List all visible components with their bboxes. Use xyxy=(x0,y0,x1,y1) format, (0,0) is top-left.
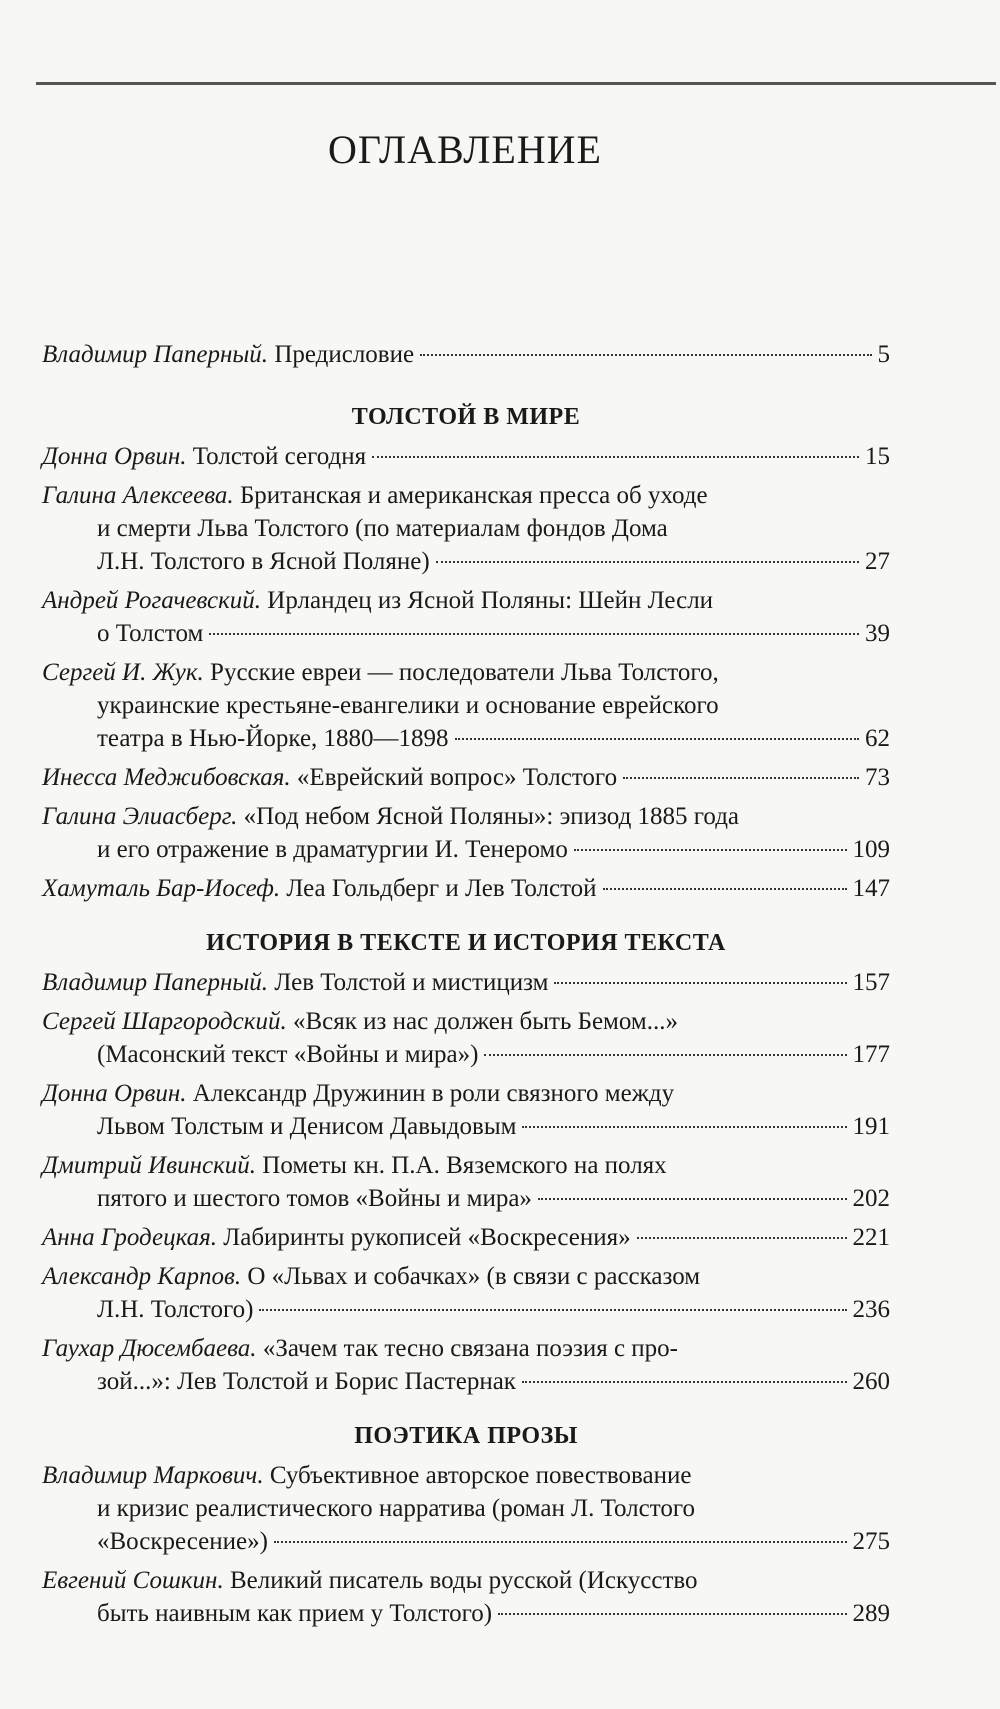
entry-author: Евгений Сошкин. xyxy=(42,1567,224,1594)
entry-title-text: (Масонский текст «Войны и мира») xyxy=(97,1041,479,1068)
toc-entry[interactable] xyxy=(42,1564,890,1630)
page-number: 73 xyxy=(865,764,890,791)
page-number: 5 xyxy=(877,341,890,368)
entry-title-text: зой...»: Лев Толстой и Борис Пастернак xyxy=(97,1368,516,1395)
section-heading: ТОЛСТОЙ В МИРЕ xyxy=(351,404,581,430)
page-number: 202 xyxy=(852,1185,890,1212)
entry-author: Галина Элиасберг. xyxy=(42,803,238,830)
entry-line xyxy=(42,1564,890,1597)
dot-leader xyxy=(372,456,859,458)
entry-title-text: «Еврейский вопрос» Толстого xyxy=(296,764,618,791)
page-number: 236 xyxy=(852,1296,890,1323)
entry-author: Донна Орвин. xyxy=(42,443,187,470)
page-number: 39 xyxy=(865,620,890,647)
dot-leader xyxy=(637,1237,847,1239)
entry-line xyxy=(42,1149,890,1182)
page-title: ОГЛАВЛЕНИЕ xyxy=(328,127,602,172)
entry-author: Гаухар Дюсембаева. xyxy=(42,1335,257,1362)
entry-author: Сергей Шаргородский. xyxy=(42,1008,287,1035)
entry-title-text: театра в Нью-Йорке, 1880—1898 xyxy=(97,725,449,752)
toc-entry[interactable] xyxy=(42,800,890,866)
entry-line xyxy=(42,1260,890,1293)
page-number: 15 xyxy=(865,443,890,470)
entry-line xyxy=(42,479,890,512)
header-rule xyxy=(36,82,996,85)
table-of-contents xyxy=(42,338,890,1636)
entry-author: Инесса Меджибовская. xyxy=(42,764,291,791)
entry-title-text: и кризис реалистического нарратива (роман Л. Толстого xyxy=(97,1495,695,1522)
page-number: 177 xyxy=(852,1041,890,1068)
toc-entry[interactable] xyxy=(42,1149,890,1215)
toc-entry[interactable] xyxy=(42,761,890,794)
entry-line xyxy=(42,1005,890,1038)
entry-line xyxy=(42,761,890,794)
page-number: 62 xyxy=(865,725,890,752)
entry-title-text: Великий писатель воды русской (Искусство xyxy=(229,1567,698,1594)
entry-title-text: Субъективное авторское повествование xyxy=(269,1462,692,1489)
entry-line xyxy=(42,833,890,866)
entry-line xyxy=(42,1525,890,1558)
dot-leader xyxy=(623,777,859,779)
dot-leader xyxy=(209,633,859,635)
entry-title-text: «Всяк из нас должен быть Бемом...» xyxy=(292,1008,678,1035)
dot-leader xyxy=(603,888,847,890)
entry-title-text: Александр Дружинин в роли связного между xyxy=(192,1080,675,1107)
entry-line xyxy=(42,656,890,689)
toc-entry[interactable] xyxy=(42,1332,890,1398)
entry-line xyxy=(42,1038,890,1071)
section-heading: ИСТОРИЯ В ТЕКСТЕ И ИСТОРИЯ ТЕКСТА xyxy=(206,930,726,956)
entry-line xyxy=(42,722,890,755)
entry-title-text: быть наивным как прием у Толстого) xyxy=(97,1600,493,1627)
toc-entry[interactable] xyxy=(42,338,890,371)
entry-line xyxy=(42,1077,890,1110)
dot-leader xyxy=(420,354,871,356)
entry-line xyxy=(42,440,890,473)
entry-title-text: Лев Толстой и мистицизм xyxy=(274,969,549,996)
entry-author: Дмитрий Ивинский. xyxy=(42,1152,257,1179)
toc-entry[interactable] xyxy=(42,872,890,905)
dot-leader xyxy=(522,1126,846,1128)
entry-title-text: Британская и американская пресса об уходе xyxy=(239,482,708,509)
entry-title-text: украинские крестьяне-евангелики и основание еврейского xyxy=(97,692,719,719)
entry-title-text: Лабиринты рукописей «Воскресения» xyxy=(223,1224,631,1251)
entry-author: Донна Орвин. xyxy=(42,1080,187,1107)
toc-entry[interactable] xyxy=(42,1005,890,1071)
entry-title-text: Л.Н. Толстого) xyxy=(97,1296,254,1323)
entry-line xyxy=(42,800,890,833)
entry-title-text: Ирландец из Ясной Поляны: Шейн Лесли xyxy=(267,587,714,614)
entry-title-text: О «Львах и собачках» (в связи с рассказом xyxy=(247,1263,701,1290)
dot-leader xyxy=(455,738,859,740)
toc-entry[interactable] xyxy=(42,1459,890,1558)
page-number: 260 xyxy=(852,1368,890,1395)
dot-leader xyxy=(522,1381,847,1383)
page-number: 191 xyxy=(852,1113,890,1140)
entry-line xyxy=(42,545,890,578)
entry-title-text: о Толстом xyxy=(97,620,204,647)
entry-author: Галина Алексеева. xyxy=(42,482,234,509)
dot-leader xyxy=(554,982,846,984)
entry-title-text: Леа Гольдберг и Лев Толстой xyxy=(286,875,597,902)
entry-author: Хамуталь Бар-Иосеф. xyxy=(42,875,281,902)
page-number: 147 xyxy=(852,875,890,902)
toc-entry[interactable] xyxy=(42,584,890,650)
dot-leader xyxy=(538,1198,847,1200)
toc-entry[interactable] xyxy=(42,966,890,999)
entry-author: Владимир Маркович. xyxy=(42,1462,264,1489)
entry-title-text: Львом Толстым и Денисом Давыдовым xyxy=(97,1113,517,1140)
entry-title-text: пятого и шестого томов «Войны и мира» xyxy=(97,1185,532,1212)
entry-author: Сергей И. Жук. xyxy=(42,659,204,686)
toc-entry[interactable] xyxy=(42,656,890,755)
entry-title-text: Предисловие xyxy=(274,341,415,368)
entry-title-text: Толстой сегодня xyxy=(192,443,367,470)
page-number: 27 xyxy=(865,548,890,575)
entry-title-text: Русские евреи — последователи Льва Толстого, xyxy=(210,659,719,686)
dot-leader xyxy=(259,1309,846,1311)
toc-entry[interactable] xyxy=(42,1077,890,1143)
section-heading: ПОЭТИКА ПРОЗЫ xyxy=(354,1423,578,1449)
entry-line xyxy=(42,872,890,905)
entry-line xyxy=(42,966,890,999)
page-number: 221 xyxy=(852,1224,890,1251)
entry-title-text: «Воскресение») xyxy=(97,1528,268,1555)
entry-author: Владимир Паперный. xyxy=(42,341,269,368)
entry-author: Анна Гродецкая. xyxy=(42,1224,218,1251)
entry-author: Владимир Паперный. xyxy=(42,969,269,996)
entry-line xyxy=(42,1492,890,1525)
entry-title-text: Пометы кн. П.А. Вяземского на полях xyxy=(262,1152,667,1179)
entry-line xyxy=(42,689,890,722)
entry-title-text: и смерти Льва Толстого (по материалам фондов Дома xyxy=(97,515,668,542)
dot-leader xyxy=(436,561,859,563)
toc-entry[interactable] xyxy=(42,1221,890,1254)
entry-line xyxy=(42,338,890,371)
entry-line xyxy=(42,1459,890,1492)
entry-title-text: «Зачем так тесно связана поэзия с про- xyxy=(262,1335,678,1362)
entry-title-text: и его отражение в драматургии И. Тенеромо xyxy=(97,836,568,863)
dot-leader xyxy=(274,1541,847,1543)
entry-line xyxy=(42,1293,890,1326)
entry-line xyxy=(42,1332,890,1365)
entry-line xyxy=(42,617,890,650)
dot-leader xyxy=(498,1613,846,1615)
entry-line xyxy=(42,512,890,545)
entry-author: Александр Карпов. xyxy=(42,1263,242,1290)
page-number: 275 xyxy=(852,1528,890,1555)
entry-line xyxy=(42,1597,890,1630)
entry-author: Андрей Рогачевский. xyxy=(42,587,262,614)
page-number: 289 xyxy=(852,1600,890,1627)
entry-line xyxy=(42,1221,890,1254)
page-number: 109 xyxy=(852,836,890,863)
toc-entry[interactable] xyxy=(42,1260,890,1326)
entry-title-text: Л.Н. Толстого в Ясной Поляне) xyxy=(97,548,430,575)
entry-line xyxy=(42,1110,890,1143)
toc-entry[interactable] xyxy=(42,440,890,473)
page-number: 157 xyxy=(852,969,890,996)
toc-entry[interactable] xyxy=(42,479,890,578)
entry-title-text: «Под небом Ясной Поляны»: эпизод 1885 года xyxy=(243,803,740,830)
dot-leader xyxy=(574,849,847,851)
entry-line xyxy=(42,1182,890,1215)
dot-leader xyxy=(484,1054,846,1056)
entry-line xyxy=(42,1365,890,1398)
entry-line xyxy=(42,584,890,617)
